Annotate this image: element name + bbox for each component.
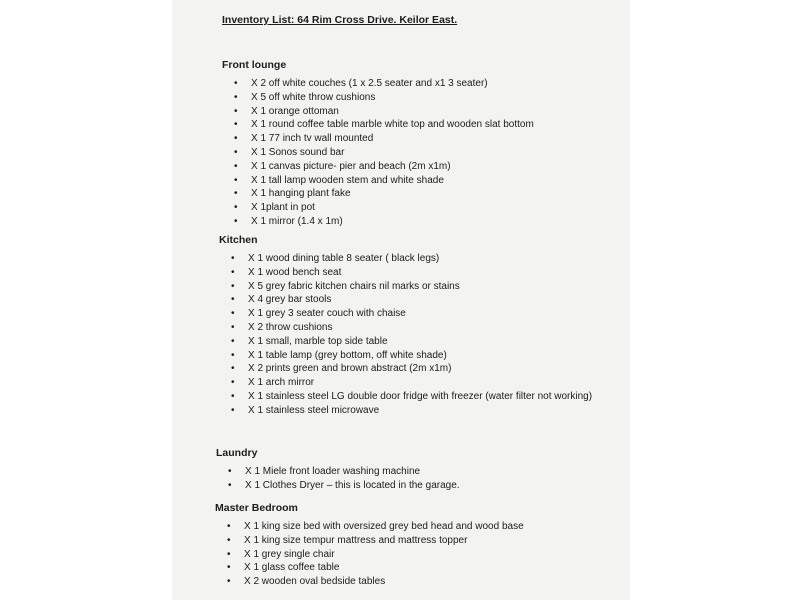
section-heading: Laundry	[216, 447, 258, 459]
list-item: • X 1 grey single chair	[227, 548, 524, 562]
list-item: • X 1 glass coffee table	[227, 561, 524, 575]
list-item: • X 1 stainless steel LG double door fridge with freezer (water filter not working)	[231, 390, 592, 404]
list-item: • X 1 77 inch tv wall mounted	[234, 132, 534, 146]
list-item: • X 1 grey 3 seater couch with chaise	[231, 307, 592, 321]
list-item: • X 1 canvas picture- pier and beach (2m x1m)	[234, 160, 534, 174]
list-item: • X 1 king size tempur mattress and mattress topper	[227, 534, 524, 548]
item-list	[216, 465, 460, 493]
list-item: • X 1 arch mirror	[231, 376, 592, 390]
document-page	[172, 0, 630, 600]
item-list	[222, 77, 534, 229]
section-heading: Kitchen	[219, 234, 258, 246]
section-kitchen	[219, 234, 592, 418]
section-master-bedroom	[215, 502, 524, 589]
list-item: • X 1 hanging plant fake	[234, 187, 534, 201]
list-item: • X 1 tall lamp wooden stem and white shade	[234, 174, 534, 188]
list-item: • X 1 Clothes Dryer – this is located in the garage.	[228, 479, 460, 493]
list-item: • X 2 throw cushions	[231, 321, 592, 335]
list-item: • X 1plant in pot	[234, 201, 534, 215]
list-item: • X 1 king size bed with oversized grey bed head and wood base	[227, 520, 524, 534]
list-item: • X 2 off white couches (1 x 2.5 seater and x1 3 seater)	[234, 77, 534, 91]
list-item: • X 2 wooden oval bedside tables	[227, 575, 524, 589]
list-item: • X 1 table lamp (grey bottom, off white shade)	[231, 349, 592, 363]
list-item: • X 1 orange ottoman	[234, 105, 534, 119]
list-item: • X 1 wood dining table 8 seater ( black legs)	[231, 252, 592, 266]
list-item: • X 1 small, marble top side table	[231, 335, 592, 349]
item-list	[219, 252, 592, 418]
document-title: Inventory List: 64 Rim Cross Drive. Keilor East.	[222, 14, 458, 26]
list-item: • X 4 grey bar stools	[231, 293, 592, 307]
list-item: • X 1 Miele front loader washing machine	[228, 465, 460, 479]
list-item: • X 1 round coffee table marble white top and wooden slat bottom	[234, 118, 534, 132]
section-front-lounge	[222, 59, 534, 229]
list-item: • X 5 grey fabric kitchen chairs nil marks or stains	[231, 280, 592, 294]
list-item: • X 1 wood bench seat	[231, 266, 592, 280]
list-item: • X 2 prints green and brown abstract (2m x1m)	[231, 362, 592, 376]
list-item: • X 1 Sonos sound bar	[234, 146, 534, 160]
section-heading: Master Bedroom	[215, 502, 298, 514]
list-item: • X 5 off white throw cushions	[234, 91, 534, 105]
section-heading: Front lounge	[222, 59, 287, 71]
section-laundry	[216, 447, 460, 493]
item-list	[215, 520, 524, 589]
list-item: • X 1 mirror (1.4 x 1m)	[234, 215, 534, 229]
list-item: • X 1 stainless steel microwave	[231, 404, 592, 418]
